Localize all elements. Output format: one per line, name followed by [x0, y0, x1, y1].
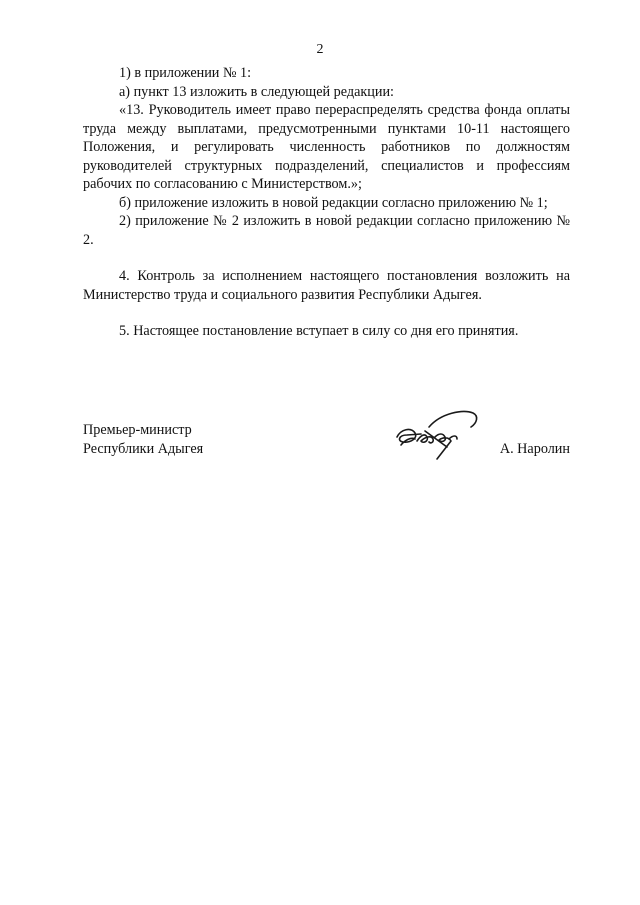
document-body	[83, 64, 570, 341]
handwritten-signature-icon	[391, 407, 491, 463]
signer-title-line1: Премьер-министр	[83, 422, 192, 438]
paragraph-item-13: «13. Руководитель имеет право перераспределять средства фонда оплаты труда между выплатами, предусмотренными пунктами 10-11 настоящего Положения, и регулировать численность работников по должностям руководителей структурных подразделений, специалистов и профессиям рабочих по согласованию с Министерством.»;	[83, 102, 570, 192]
paragraph-item-b: б) приложение изложить в новой редакции согласно приложению № 1;	[119, 194, 548, 211]
signer-title	[83, 421, 203, 458]
signer-title-line2: Республики Адыгея	[83, 440, 204, 457]
paragraph-appendix-2: 2) приложение № 2 изложить в новой редакции согласно приложению № 2.	[83, 213, 570, 248]
paragraph-appendix-1: 1) в приложении № 1:	[119, 65, 252, 81]
paragraph-item-a: а) пункт 13 изложить в следующей редакции:	[119, 83, 394, 100]
paragraph-control: 4. Контроль за исполнением настоящего постановления возложить на Министерство труда и социального развития Республики Адыгея.	[83, 268, 570, 303]
signature-block	[83, 421, 570, 461]
page-number: 2	[316, 42, 324, 57]
paragraph-effective-date: 5. Настоящее постановление вступает в силу со дня его принятия.	[119, 323, 519, 339]
signer-name: А. Наролин	[499, 440, 570, 457]
